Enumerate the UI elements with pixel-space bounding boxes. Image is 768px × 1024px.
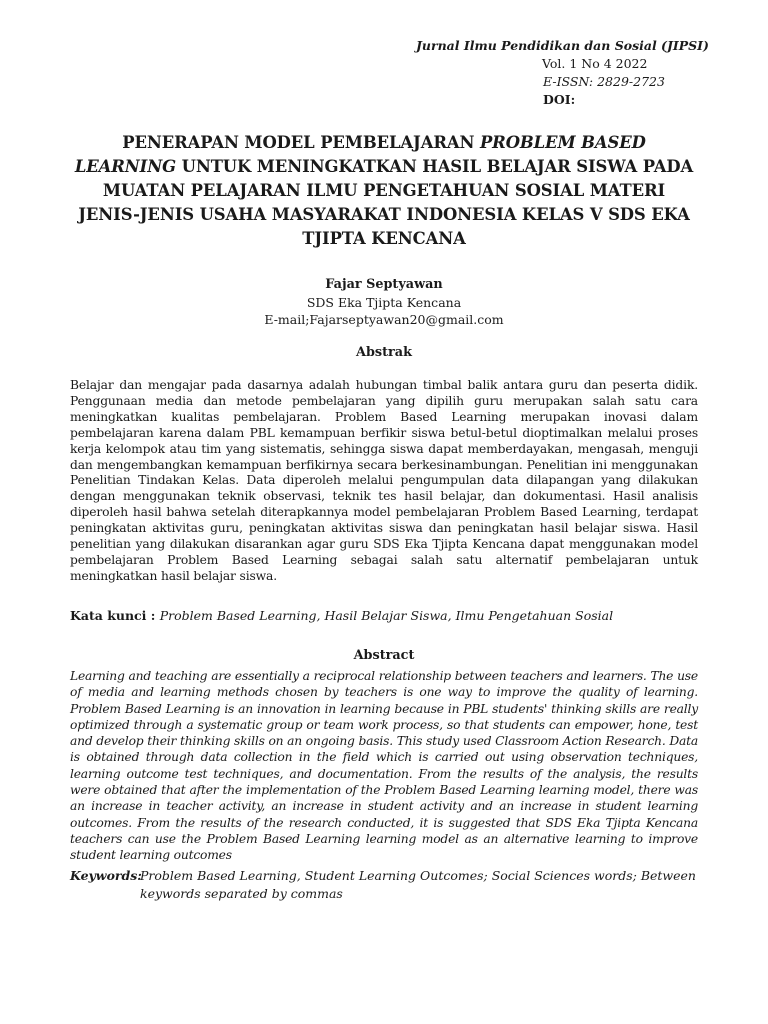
keywords-label: Keywords:	[70, 868, 142, 883]
journal-header	[414, 37, 714, 109]
title-italic: PROBLEM BASED LEARNING	[74, 133, 646, 176]
title-part-1: PENERAPAN MODEL PEMBELAJARAN	[122, 133, 480, 152]
paper-title	[70, 131, 698, 251]
journal-eissn: E-ISSN: 2829-2723	[543, 74, 665, 89]
abstract-body: Learning and teaching are essentially a reciprocal relationship between teachers and learners. The use of media and learning methods chosen by teachers is one way to improve the quality of learning. Problem Based Learning is an innovation in learning because in PBL students' thinking skills are really optimized through a systematic group or team work process, so that students can empower, hone, test and develop their thinking skills on an ongoing basis. This study used Classroom Action Research. Data is obtained through data collection in the field which is carried out using observation techniques, learning outcome test techniques, and documentation. From the results of the analysis, the results were obtained that after the implementation of the Problem Based Learning learning model, there was an increase in teacher activity, an increase in student activity and an increase in student learning outcomes. From the results of the research conducted, it is suggested that SDS Eka Tjipta Kencana teachers can use the Problem Based Learning learning model as an alternative learning to improve student learning outcomes	[70, 669, 698, 863]
journal-volume: Vol. 1 No 4 2022	[542, 56, 648, 71]
journal-doi: DOI:	[543, 92, 576, 107]
author-email: E-mail;Fajarseptyawan20@gmail.com	[264, 312, 504, 327]
kata-kunci-label: Kata kunci :	[70, 608, 160, 623]
kata-kunci	[70, 607, 698, 624]
kata-kunci-value: Problem Based Learning, Hasil Belajar Siswa, Ilmu Pengetahuan Sosial	[159, 608, 614, 623]
author-affiliation: SDS Eka Tjipta Kencana	[306, 295, 462, 310]
author-block	[70, 276, 698, 328]
journal-name: Jurnal Ilmu Pendidikan dan Sosial (JIPSI)	[416, 38, 709, 53]
author-name: Fajar Septyawan	[325, 277, 443, 292]
keywords	[70, 867, 698, 903]
title-part-2: UNTUK MENINGKATKAN HASIL BELAJAR SISWA PADA MUATAN PELAJARAN ILMU PENGETAHUAN SOSIAL MATERI JENIS-JENIS USAHA MASYARAKAT INDONESIA KELAS V SDS EKA TJIPTA KENCANA	[78, 157, 694, 248]
abstrak-body: Belajar dan mengajar pada dasarnya adalah hubungan timbal balik antara guru dan peserta didik. Penggunaan media dan metode pembelajaran yang dipilih guru merupakan salah satu cara meningkatkan kualitas pembelajaran. Problem Based Learning merupakan inovasi dalam pembelajaran karena dalam PBL kemampuan berfikir siswa betul-betul dioptimalkan melalui proses kerja kelompok atau tim yang sistematis, sehingga siswa dapat memberdayakan, mengasah, menguji dan mengembangkan kemampuan berfikirnya secara berkesinambungan. Penelitian ini menggunakan Penelitian Tindakan Kelas. Data diperoleh melalui pengumpulan data dilapangan yang dilakukan dengan menggunakan teknik observasi, teknik tes hasil belajar, dan dokumentasi. Hasil analisis diperoleh hasil bahwa setelah diterapkannya model pembelajaran Problem Based Learning, terdapat peningkatan aktivitas guru, peningkatan aktivitas siswa dan peningkatan hasil belajar siswa. Hasil penelitian yang dilakukan disarankan agar guru SDS Eka Tjipta Kencana dapat menggunakan model pembelajaran Problem Based Learning sebagai salah satu alternatif pembelajaran untuk meningkatkan hasil belajar siswa.	[70, 378, 698, 583]
keywords-value: Problem Based Learning, Student Learning Outcomes; Social Sciences words; Between keywords separated by commas	[140, 868, 696, 901]
abstract-heading: Abstract	[353, 648, 415, 663]
abstrak-heading: Abstrak	[356, 345, 412, 360]
